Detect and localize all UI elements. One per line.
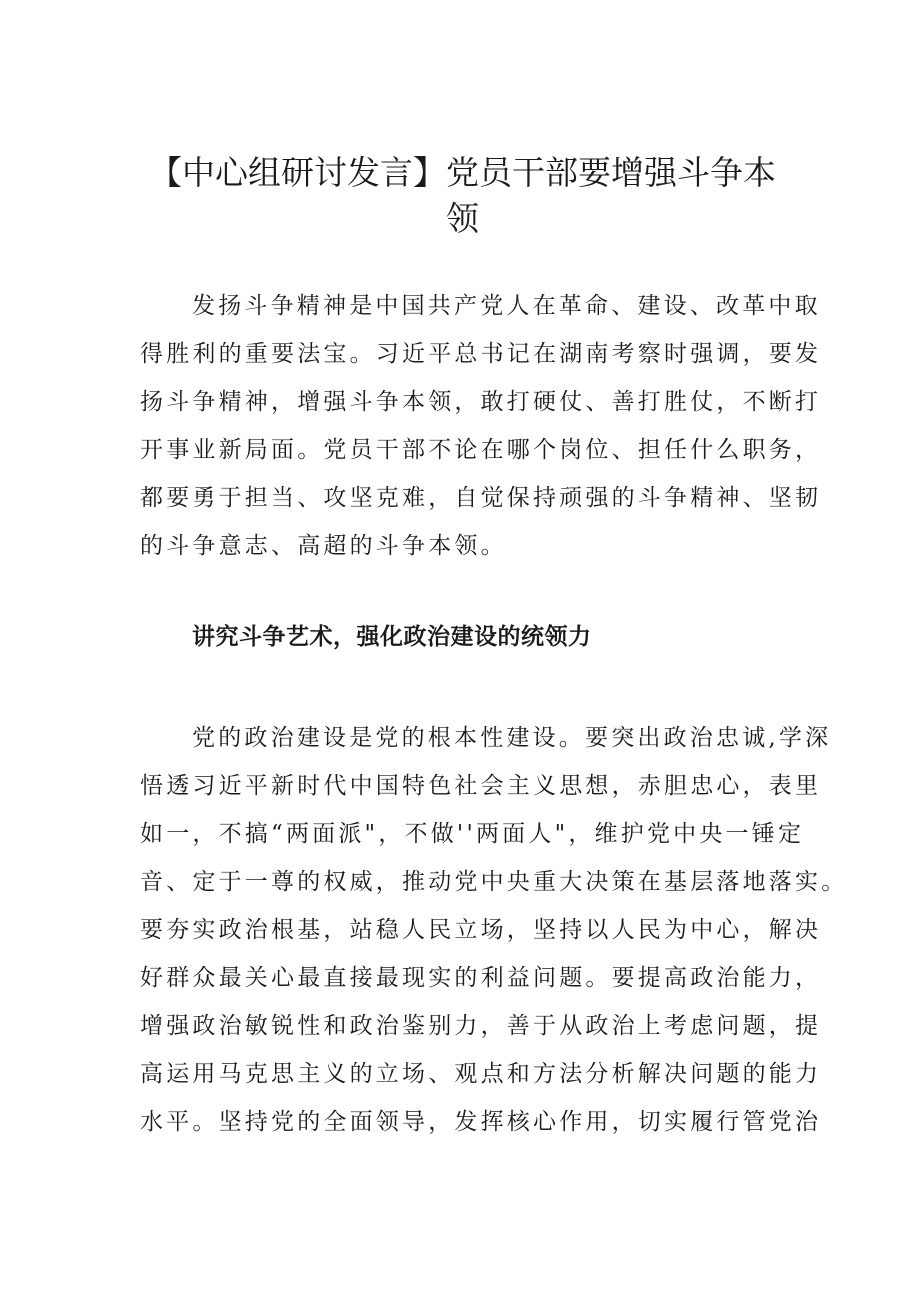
title-line-2: 领 bbox=[446, 199, 479, 238]
section-paragraph bbox=[140, 714, 848, 1146]
paragraph-line: 要夯实政治根基，站稳人民立场，坚持以人民为中心，解决 bbox=[140, 917, 822, 943]
paragraph-line: 好群众最关心最直接最现实的利益问题。要提高政治能力， bbox=[140, 965, 822, 991]
intro-paragraph bbox=[140, 282, 822, 570]
paragraph-line: 开事业新局面。党员干部不论在哪个岗位、担任什么职务， bbox=[140, 437, 822, 463]
paragraph-line: 党的政治建设是党的根本性建设。要突出政治忠诚,学深 bbox=[192, 725, 832, 751]
paragraph-line: 扬斗争精神，增强斗争本领，敢打硬仗、善打胜仗，不断打 bbox=[140, 389, 822, 415]
paragraph-line: 增强政治敏锐性和政治鉴别力，善于从政治上考虑问题，提 bbox=[140, 1013, 822, 1039]
section-heading: 讲究斗争艺术，强化政治建设的统领力 bbox=[192, 624, 592, 650]
title-line-1: 【中心组研讨发言】党员干部要增强斗争本 bbox=[149, 153, 776, 192]
paragraph-line: 高运用马克思主义的立场、观点和方法分析解决问题的能力 bbox=[140, 1061, 822, 1087]
paragraph-line: 都要勇于担当、攻坚克难，自觉保持顽强的斗争精神、坚韧 bbox=[140, 485, 822, 511]
paragraph-line: 悟透习近平新时代中国特色社会主义思想，赤胆忠心，表里 bbox=[140, 773, 822, 799]
paragraph-line: 如一，不搞“两面派"，不做''两面人"，维护党中央一锤定 bbox=[140, 821, 805, 847]
paragraph-line: 音、定于一尊的权威，推动党中央重大决策在基层落地落实。 bbox=[140, 869, 848, 895]
paragraph-line: 发扬斗争精神是中国共产党人在革命、建设、改革中取 bbox=[192, 293, 821, 319]
paragraph-line: 得胜利的重要法宝。习近平总书记在湖南考察时强调，要发 bbox=[140, 341, 822, 367]
paragraph-line: 水平。坚持党的全面领导，发挥核心作用，切实履行管党治 bbox=[140, 1109, 822, 1135]
paragraph-line: 的斗争意志、高超的斗争本领。 bbox=[140, 533, 507, 559]
document-title bbox=[140, 150, 785, 242]
